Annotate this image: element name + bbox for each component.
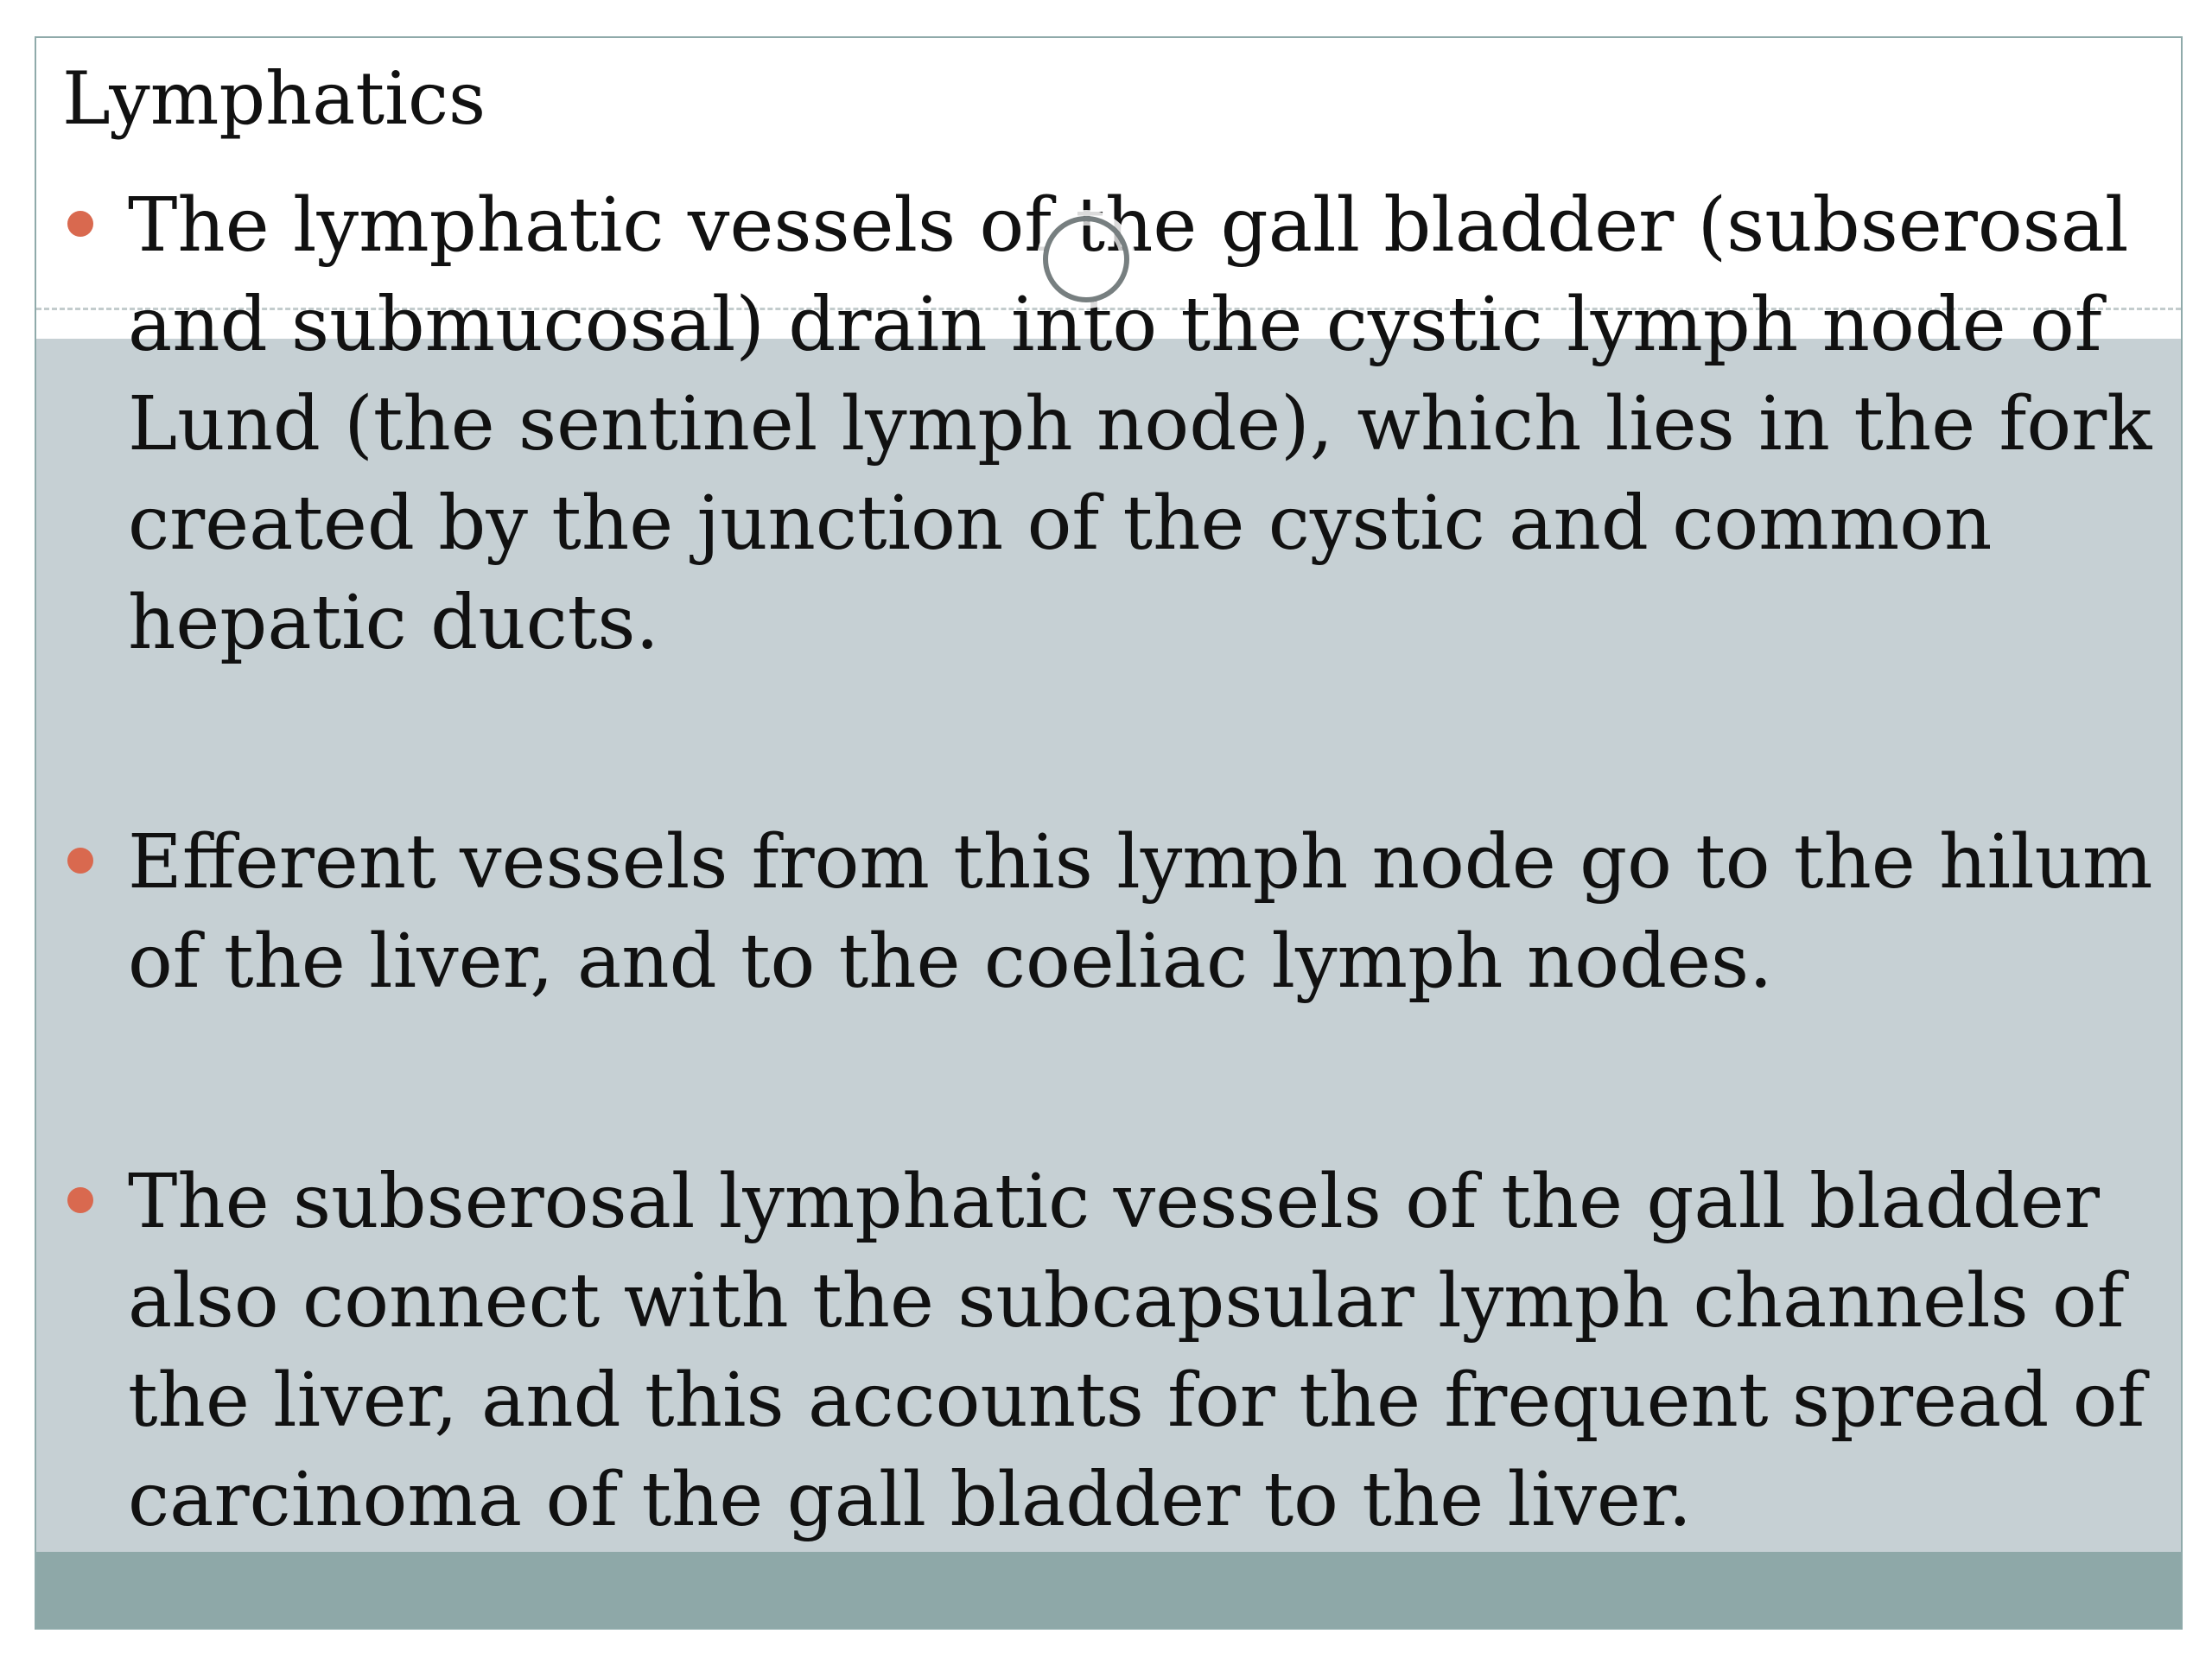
bullet-item (128, 176, 2167, 673)
bullet-text: Efferent vessels from this lymph node go to the hilum of the liver, and to the coeliac lymph nodes. (128, 819, 2153, 1005)
bullet-dot-icon (67, 211, 93, 237)
bullet-dot-icon (67, 848, 93, 874)
bullet-dot-icon (67, 1187, 93, 1213)
bullet-text: The subserosal lymphatic vessels of the gall bladder also connect with the subcapsular lymph channels of the liver, and this accounts for the frequent spread of carcinoma of the gall bladder to the liver. (128, 1159, 2145, 1543)
slide (35, 36, 2183, 1630)
bullet-item (128, 1153, 2167, 1550)
bullet-text: The lymphatic vessels of the gall bladder (subserosal and submucosal) drain into the cystic lymph node of Lund (the sentinel lymph node), which lies in the fork created by the junction of the cystic and common hepatic ducts. (128, 182, 2152, 666)
bullet-item (128, 813, 2167, 1012)
slide-title: Lymphatics (62, 56, 486, 141)
footer-bar (36, 1552, 2181, 1628)
